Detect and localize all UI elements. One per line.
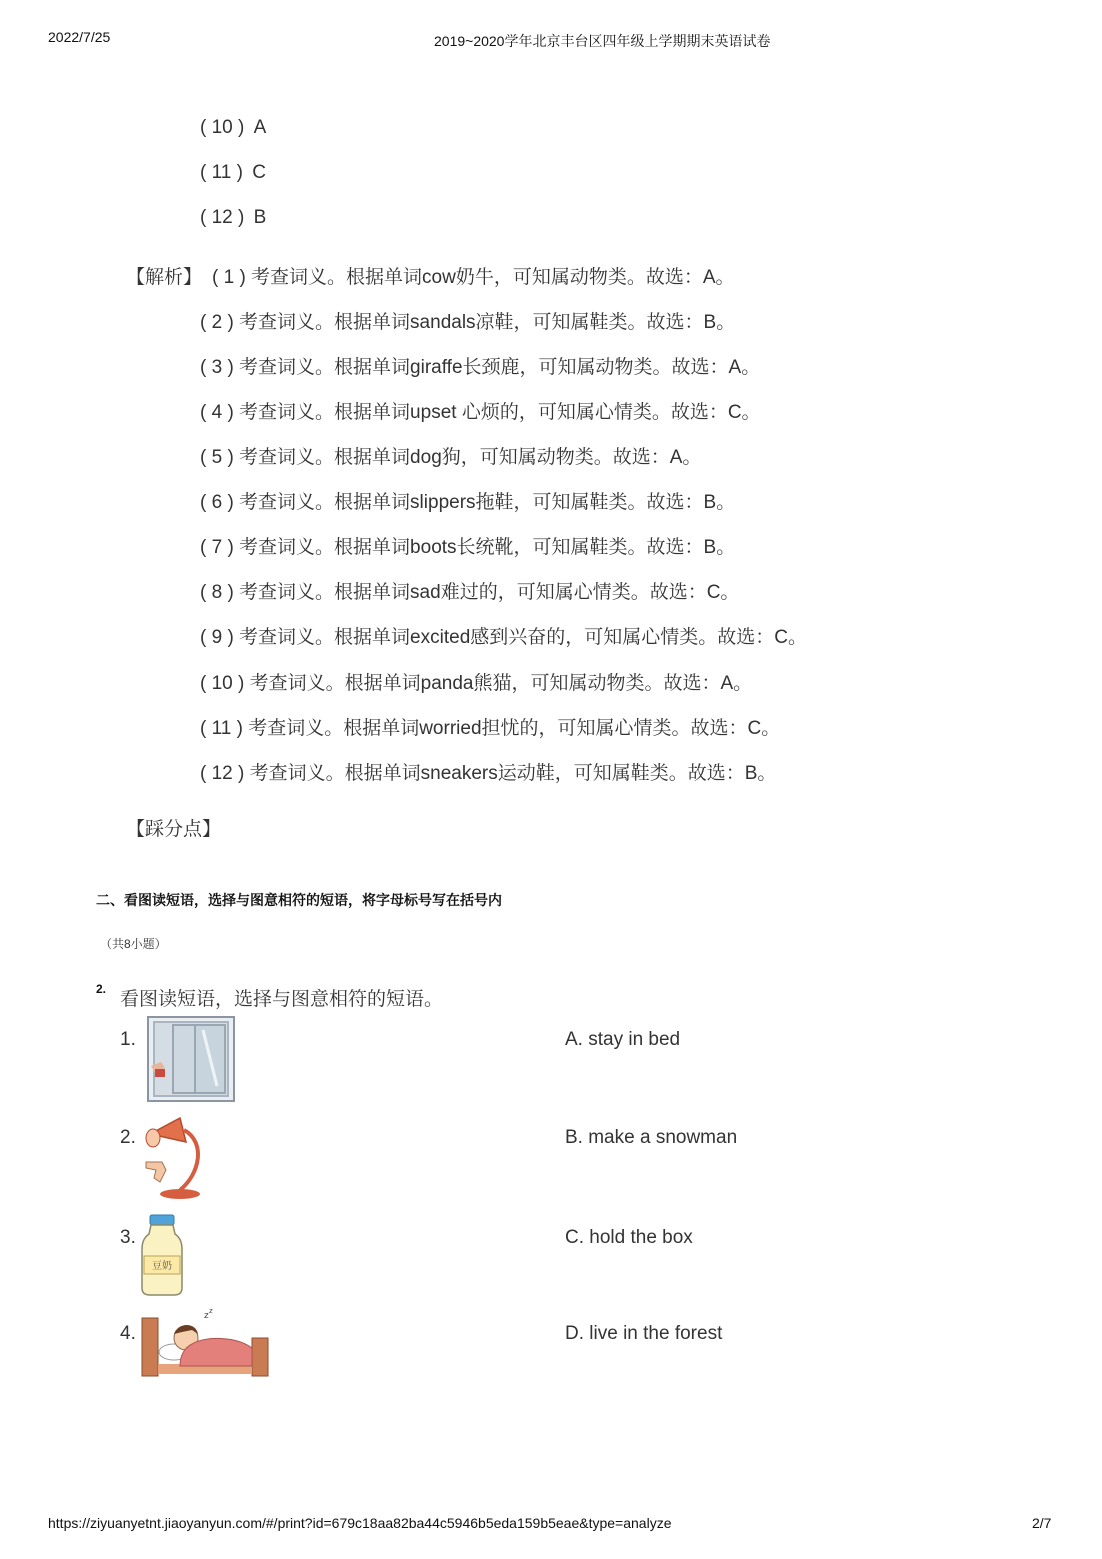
section-question-count: （共8小题）: [100, 937, 167, 951]
document-title: 2019~2020学年北京丰台区四年级上学期期末英语试卷: [434, 33, 771, 49]
question-number: 2.: [96, 982, 107, 996]
analysis-line: ( 1 ) 考查词义。根据单词cow奶牛，可知属动物类。故选：A。: [212, 267, 735, 288]
answer-value: A: [253, 117, 267, 138]
item-number: 2.: [120, 1127, 136, 1148]
item-number: 3.: [120, 1227, 136, 1248]
answer-row: [200, 117, 266, 139]
print-date: 2022/7/25: [48, 29, 111, 45]
analysis-line: ( 4 ) 考查词义。根据单词upset 心烦的，可知属心情类。故选：C。: [200, 402, 761, 423]
option-b: B. make a snowman: [565, 1127, 738, 1148]
analysis-line: ( 10 ) 考查词义。根据单词panda熊猫，可知属动物类。故选：A。: [200, 673, 753, 694]
svg-text:z: z: [209, 1308, 213, 1315]
answer-number: ( 11 ): [200, 162, 243, 183]
answer-number: ( 10 ): [200, 117, 245, 138]
answer-row: [200, 162, 266, 184]
option-c: C. hold the box: [565, 1227, 693, 1248]
soymilk-bottle-icon: [141, 1214, 183, 1296]
bottle-label: 豆奶: [152, 1261, 172, 1272]
answer-value: C: [252, 162, 266, 183]
item-number: 4.: [120, 1323, 136, 1344]
analysis-line: ( 8 ) 考查词义。根据单词sad难过的，可知属心情类。故选：C。: [200, 582, 740, 603]
analysis-label: 【解析】: [126, 267, 203, 288]
scoring-points-label: 【踩分点】: [126, 819, 222, 840]
answer-value: B: [253, 207, 267, 228]
question-stem: 看图读短语，选择与图意相符的短语。: [120, 989, 444, 1010]
answer-number: ( 12 ): [200, 207, 245, 228]
svg-text:z: z: [204, 1311, 209, 1321]
page-number: 2/7: [1032, 1515, 1052, 1531]
analysis-line: ( 9 ) 考查词义。根据单词excited感到兴奋的，可知属心情类。故选：C。: [200, 627, 807, 648]
analysis-line: ( 5 ) 考查词义。根据单词dog狗，可知属动物类。故选：A。: [200, 447, 702, 468]
window-icon: [147, 1016, 235, 1102]
analysis-line: ( 2 ) 考查词义。根据单词sandals凉鞋，可知属鞋类。故选：B。: [200, 312, 736, 333]
boy-in-bed-icon: [140, 1308, 270, 1380]
analysis-line: ( 11 ) 考查词义。根据单词worried担忧的，可知属心情类。故选：C。: [200, 718, 781, 739]
analysis-line: ( 7 ) 考查词义。根据单词boots长统靴，可知属鞋类。故选：B。: [200, 537, 736, 558]
analysis-line: ( 12 ) 考查词义。根据单词sneakers运动鞋，可知属鞋类。故选：B。: [200, 763, 777, 784]
footer-url: https://ziyuanyetnt.jiaoyanyun.com/#/print?id=679c18aa82ba44c5946b5eda159b5eae&type=analyze: [48, 1515, 672, 1531]
answer-row: [200, 207, 266, 229]
lamp-icon: [140, 1112, 212, 1200]
section-title: 二、看图读短语，选择与图意相符的短语，将字母标号写在括号内: [96, 892, 502, 908]
option-a: A. stay in bed: [565, 1029, 681, 1050]
analysis-line: ( 6 ) 考查词义。根据单词slippers拖鞋，可知属鞋类。故选：B。: [200, 492, 736, 513]
option-d: D. live in the forest: [565, 1323, 723, 1344]
item-number: 1.: [120, 1029, 136, 1050]
analysis-line: ( 3 ) 考查词义。根据单词giraffe长颈鹿，可知属动物类。故选：A。: [200, 357, 761, 378]
